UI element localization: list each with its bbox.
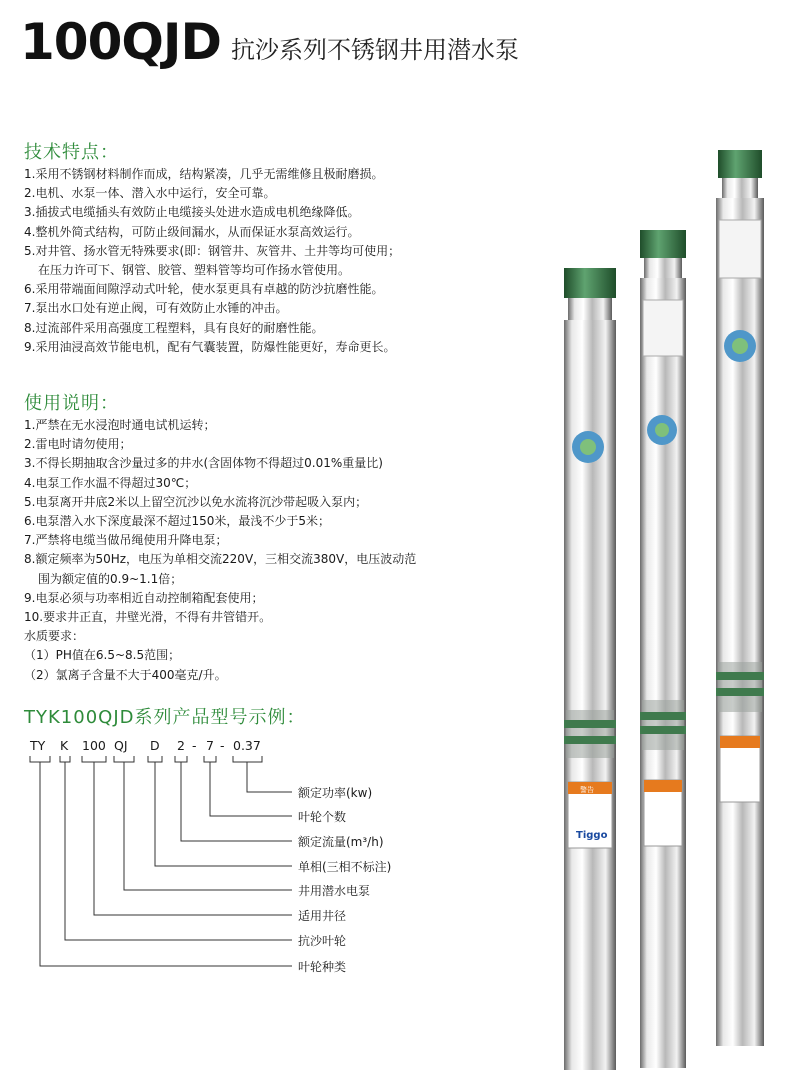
label-well-pump: 井用潜水电泵 [298,884,371,898]
model-example-heading: TYK100QJD系列产品型号示例： [24,707,306,728]
list-item: 3.插拔式电缆插头有效防止电缆接头处进水造成电机绝缘降低。 [24,205,360,220]
list-item: 5.对井管、扬水管无特殊要求(即：钢管井、灰管井、土井等均可使用； [24,243,401,258]
code-part: K [60,738,69,753]
list-item: 7.严禁将电缆当做吊绳使用升降电泵； [24,533,228,548]
product-subtitle: 抗沙系列不锈钢井用潜水泵 [230,36,519,64]
code-part: - [192,738,197,753]
code-part: D [150,738,160,753]
label-single-phase: 单相(三相不标注) [298,860,392,874]
code-part: 0.37 [233,738,261,753]
list-item: 6.采用带端面间隙浮动式叶轮，使水泵更具有卓越的防沙抗磨性能。 [24,282,384,297]
code-part: QJ [114,738,128,753]
code-part: 7 [206,738,214,753]
label-impeller-type: 叶轮种类 [298,960,347,974]
list-item: 3.不得长期抽取含沙量过多的井水(含固体物不得超过0.01%重量比) [24,456,383,471]
features-heading: 技术特点： [24,142,119,163]
list-item: 水质要求： [24,629,85,644]
code-part: - [220,738,225,753]
list-item: 9.电泵必须与功率相近自动控制箱配套使用； [24,590,264,605]
list-item: 9.采用油浸高效节能电机，配有气囊装置，防爆性能更好，寿命更长。 [24,339,396,354]
list-item: 在压力许可下、钢管、胶管、塑料管等均可作扬水管使用。 [38,263,351,278]
list-item: 6.电泵潜入水下深度最深不超过150米，最浅不少于5米； [24,514,330,529]
pump-medium [640,230,686,1068]
usage-heading: 使用说明： [24,393,119,414]
code-part: 100 [82,738,106,753]
pump-short [564,268,616,1070]
pump-illustration [540,140,800,1070]
list-item: 5.电泵离开井底2米以上留空沉沙以免水流将沉沙带起吸入泵内； [24,494,368,509]
list-item: 4.整机外简式结构，可防止级间漏水，从而保证水泵高效运行。 [24,224,360,239]
code-part: 2 [177,738,185,753]
warning-label: 警告 [580,786,594,794]
model-title: 100QJD [20,13,221,71]
label-rated-flow: 额定流量(m³/h) [298,835,384,849]
label-well-diameter: 适用井径 [298,909,347,923]
brand-label: Tiggo [576,830,608,841]
label-impeller-count: 叶轮个数 [298,810,347,824]
list-item: 7.泵出水口处有逆止阀，可有效防止水锤的冲击。 [24,301,288,316]
list-item: 1.采用不锈钢材料制作而成，结构紧凑，几乎无需维修且极耐磨损。 [24,167,384,181]
pump-tall [716,150,764,1046]
list-item: 4.电泵工作水温不得超过30℃； [24,475,197,490]
label-sand-impeller: 抗沙叶轮 [298,934,347,948]
list-item: 8.过流部件采用高强度工程塑料，具有良好的耐磨性能。 [24,320,324,335]
list-item: 围为额定值的0.9~1.1倍； [38,571,183,586]
list-item: 8.额定频率为50Hz，电压为单相交流220V，三相交流380V，电压波动范 [24,552,417,567]
list-item: 10.要求井正直，井壁光滑，不得有井管错开。 [24,610,272,625]
list-item: （2）氯离子含量不大于400毫克/升。 [24,667,227,682]
label-rated-power: 额定功率(kw) [298,786,373,800]
list-item: 2.电机、水泵一体、潜入水中运行，安全可靠。 [24,186,276,201]
list-item: 2.雷电时请勿使用； [24,437,132,452]
code-part: TY [30,738,46,753]
list-item: （1）PH值在6.5~8.5范围； [24,648,181,663]
list-item: 1.严禁在无水浸泡时通电试机运转； [24,418,216,432]
